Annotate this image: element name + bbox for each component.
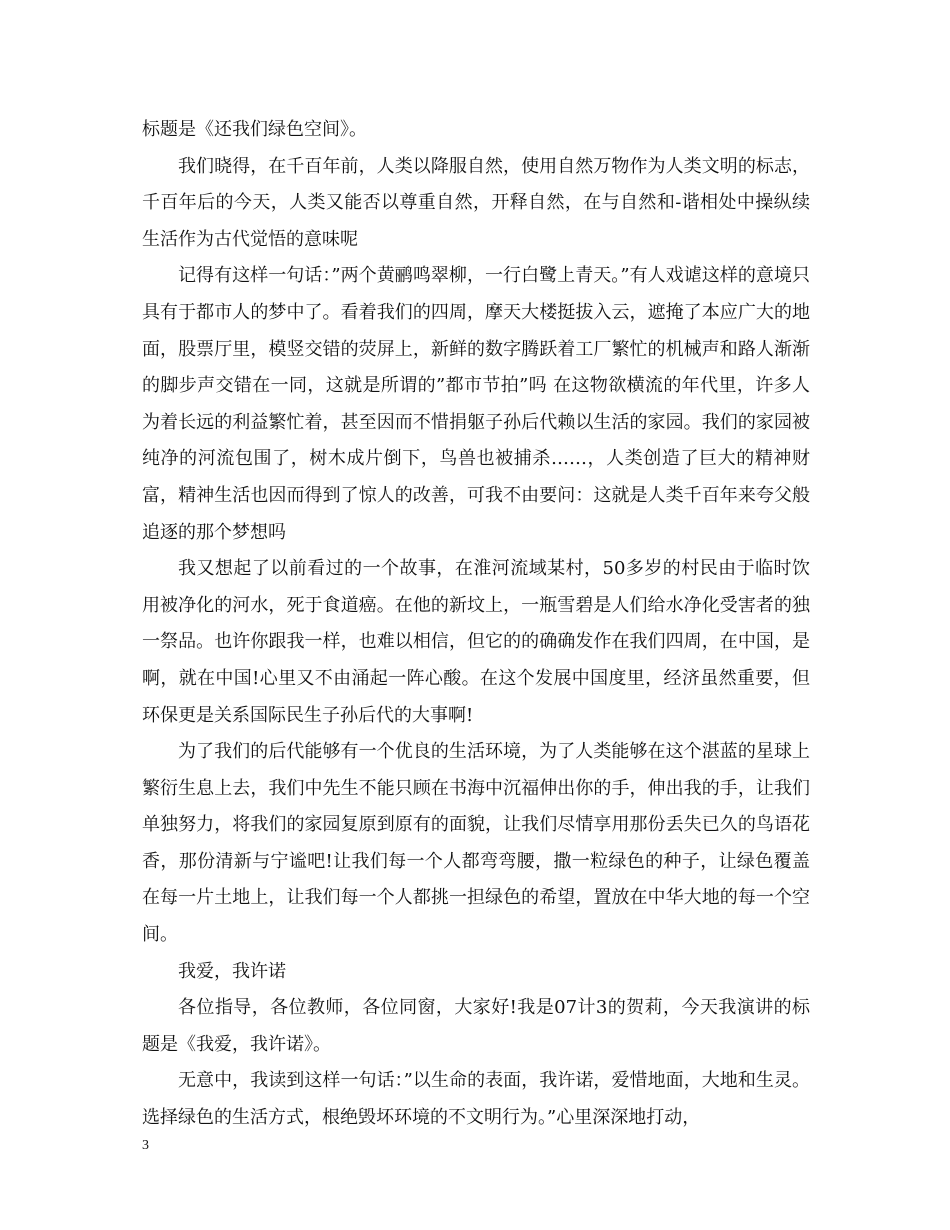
- paragraph-2: 我们晓得，在千百年前，人类以降服自然，使用自然万物作为人类文明的标志，千百年后的今天，人类又能否以尊重自然，开释自然，在与自然和-谐相处中操纵续生活作为古代觉悟的意味呢: [142, 155, 810, 250]
- paragraph-8: 无意中，我读到这样一句话：”以生命的表面，我许诺，爱惜地面，大地和生灵。选择绿色的生活方式，根绝毁坏环境的不文明行为。”心里深深地打动，: [142, 1070, 810, 1129]
- paragraph-1: 标题是《还我们绿色空间》。: [142, 119, 367, 140]
- paragraph-7: 各位指导，各位教师，各位同窗，大家好!我是07计3的贺莉，今天我演讲的标题是《我爱，我许诺》。: [142, 997, 810, 1055]
- paragraph-3: 记得有这样一句话：”两个黄鹂鸣翠柳，一行白鹭上青天。”有人戏谑这样的意境只具有于都市人的梦中了。看着我们的四周，摩天大楼挺拔入云，遮掩了本应广大的地面，股票厅里，模竖交错的荧屏上，新鲜的数字腾跃着工厂繁忙的机械声和路人渐渐的脚步声交错在一同，这就是所谓的”都市节拍”吗 在这物欲横流的年代里，许多人为着长远的利益繁忙着，甚至因而不惜捐躯子孙后代赖以生活的家园。我们的家园被纯净的河流包围了，树木成片倒下，鸟兽也被捕杀……，人类创造了巨大的精神财富，精神生活也因而得到了惊人的改善，可我不由要问：这就是人类千百年来夸父般追逐的那个梦想吗: [142, 265, 810, 543]
- paragraph-4: 我又想起了以前看过的一个故事，在淮河流域某村，50多岁的村民由于临时饮用被净化的河水，死于食道癌。在他的新坟上，一瓶雪碧是人们给水净化受害者的独一祭品。也许你跟我一样，也难以相信，但它的的确确发作在我们四周，在中国，是啊，就在中国!心里又不由涌起一阵心酸。在这个发展中国度里，经济虽然重要，但环保更是关系国际民生子孙后代的大事啊!: [142, 558, 810, 726]
- section-heading: 我爱，我许诺: [178, 960, 286, 982]
- page-number: 3: [142, 1138, 149, 1153]
- paragraph-5: 为了我们的后代能够有一个优良的生活环境，为了人类能够在这个湛蓝的星球上繁衍生息上去，我们中先生不能只顾在书海中沉福伸出你的手，伸出我的手，让我们单独努力，将我们的家园复原到原有的面貌，让我们尽情享用那份丢失已久的鸟语花香，那份清新与宁谧吧!让我们每一个人都弯弯腰，撒一粒绿色的种子，让绿色覆盖在每一片土地上，让我们每一个人都挑一担绿色的希望，置放在中华大地的每一个空间。: [142, 741, 810, 946]
- document-body: [142, 112, 810, 1137]
